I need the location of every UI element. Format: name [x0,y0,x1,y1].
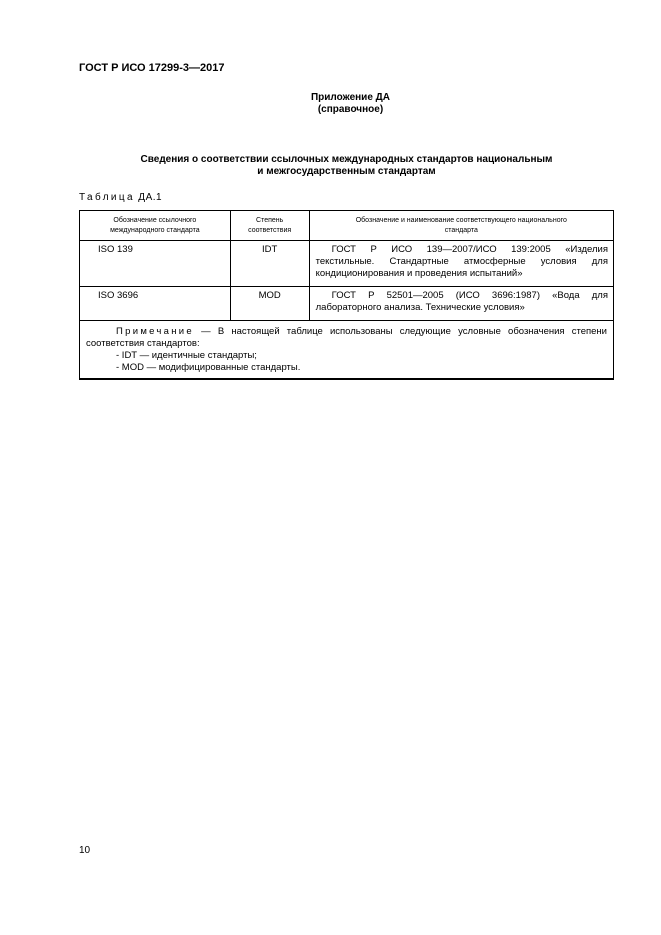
header-international-standard [80,211,231,241]
annex-title: Приложение ДА [310,92,391,103]
annex-subtitle: (справочное) [317,104,384,115]
cell-degree: MOD [230,287,309,321]
header-col1-line1: Обозначение ссылочного [113,216,197,224]
note-label: Примечание [116,326,194,337]
cell-national: ГОСТ Р ИСО 139—2007/ИСО 139:2005 «Изделия текстильные. Стандартные атмосферные условия для кондиционирования и проведения испытаний» [309,241,613,287]
header-national-standard [309,211,613,241]
table-note-row [80,321,614,380]
header-col3-line2: стандарта [444,226,478,234]
header-col2-line1: Степень [256,216,284,224]
table-header-row [80,211,614,241]
cell-degree: IDT [230,241,309,287]
cell-national: ГОСТ Р 52501—2005 (ИСО 3696:1987) «Вода для лабораторного анализа. Технические условия» [309,287,613,321]
note-text: — В настоящей таблице использованы следующие условные обозначения степени соответствия стандартов: [86,326,607,349]
document-code: ГОСТ Р ИСО 17299-3—2017 [79,62,225,74]
header-col1-line2: международного стандарта [110,226,200,234]
table-row [80,287,614,321]
annex-heading [0,92,661,116]
cell-standard: ISO 3696 [80,287,231,321]
section-title [0,154,661,178]
header-degree [230,211,309,241]
table-caption-word: Таблица [79,192,136,203]
table-row [80,241,614,287]
cell-standard: ISO 139 [80,241,231,287]
note-item-idt: - IDT — идентичные стандарты; [116,350,257,361]
note-item-mod: - MOD — модифицированные стандарты. [116,362,301,373]
note-intro [86,326,607,350]
table-note [80,321,614,380]
section-title-line-2: и межгосударственным стандартам [257,166,436,177]
table-caption [79,192,162,203]
table-caption-number: ДА.1 [138,192,163,203]
header-col3-line1: Обозначение и наименование соответствующего национального [355,216,567,224]
header-col2-line2: соответствия [248,226,292,234]
section-title-line-1: Сведения о соответствии ссылочных международных стандартов национальным [140,154,553,165]
page-number: 10 [79,845,91,856]
correspondence-table [79,210,614,380]
